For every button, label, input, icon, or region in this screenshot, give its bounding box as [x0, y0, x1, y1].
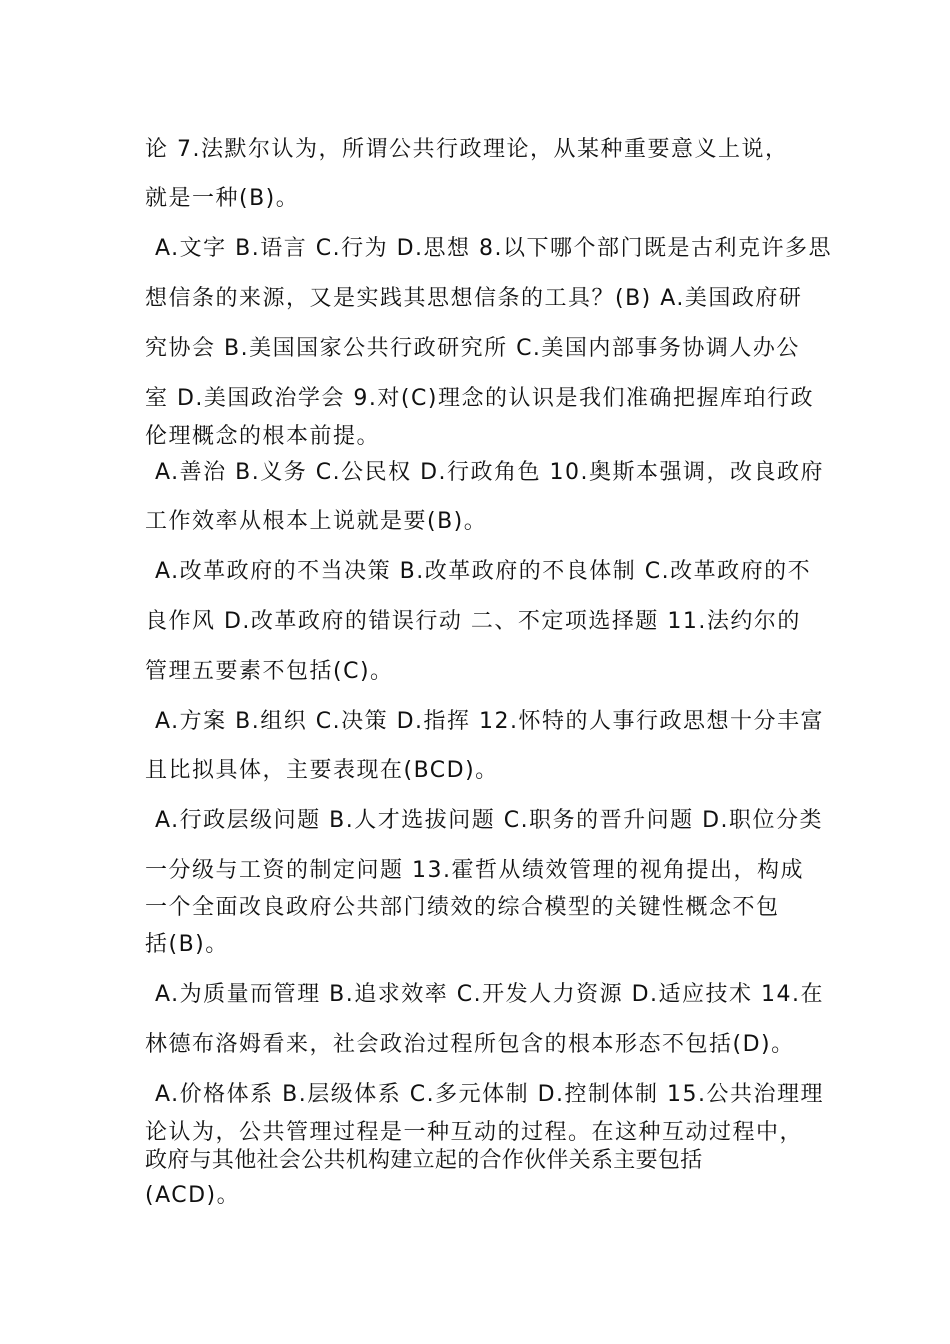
- text-line: 想信条的来源，又是实践其思想信条的工具？(B) A.美国政府研: [145, 286, 803, 311]
- text-line: 伦理概念的根本前提。: [145, 424, 381, 449]
- text-line: 政府与其他社会公共机构建立起的合作伙伴关系主要包括: [145, 1148, 703, 1173]
- text-line: (ACD)。: [145, 1183, 241, 1208]
- text-line: A.行政层级问题 B.人才选拔问题 C.职务的晋升问题 D.职位分类: [155, 808, 824, 833]
- text-line: A.善治 B.义务 C.公民权 D.行政角色 10.奥斯本强调，改良政府: [155, 460, 824, 485]
- text-line: 一分级与工资的制定问题 13.霍哲从绩效管理的视角提出，构成: [145, 858, 804, 883]
- text-line: 工作效率从根本上说就是要(B)。: [145, 509, 488, 534]
- text-line: 一个全面改良政府公共部门绩效的综合模型的关键性概念不包: [145, 895, 780, 920]
- text-line: 管理五要素不包括(C)。: [145, 659, 394, 684]
- text-line: 论 7.法默尔认为，所谓公共行政理论，从某种重要意义上说，: [145, 137, 789, 162]
- text-line: 林德布洛姆看来，社会政治过程所包含的根本形态不包括(D)。: [145, 1032, 795, 1057]
- text-line: A.为质量而管理 B.追求效率 C.开发人力资源 D.适应技术 14.在: [155, 982, 824, 1007]
- text-line: 就是一种(B)。: [145, 186, 300, 211]
- text-line: 且比拟具体，主要表现在(BCD)。: [145, 758, 499, 783]
- text-line: A.方案 B.组织 C.决策 D.指挥 12.怀特的人事行政思想十分丰富: [155, 709, 824, 734]
- text-line: 论认为，公共管理过程是一种互动的过程。在这种互动过程中，: [145, 1120, 804, 1145]
- text-line: A.改革政府的不当决策 B.改革政府的不良体制 C.改革政府的不: [155, 559, 812, 584]
- text-line: 良作风 D.改革政府的错误行动 二、不定项选择题 11.法约尔的: [145, 609, 801, 634]
- text-line: 究协会 B.美国国家公共行政研究所 C.美国内部事务协调人办公: [145, 336, 800, 361]
- text-line: A.价格体系 B.层级体系 C.多元体制 D.控制体制 15.公共治理理: [155, 1082, 824, 1107]
- text-line: 括(B)。: [145, 932, 229, 957]
- text-line: 室 D.美国政治学会 9.对(C)理念的认识是我们准确把握库珀行政: [145, 386, 814, 411]
- text-line: A.文字 B.语言 C.行为 D.思想 8.以下哪个部门既是古利克许多思: [155, 236, 832, 261]
